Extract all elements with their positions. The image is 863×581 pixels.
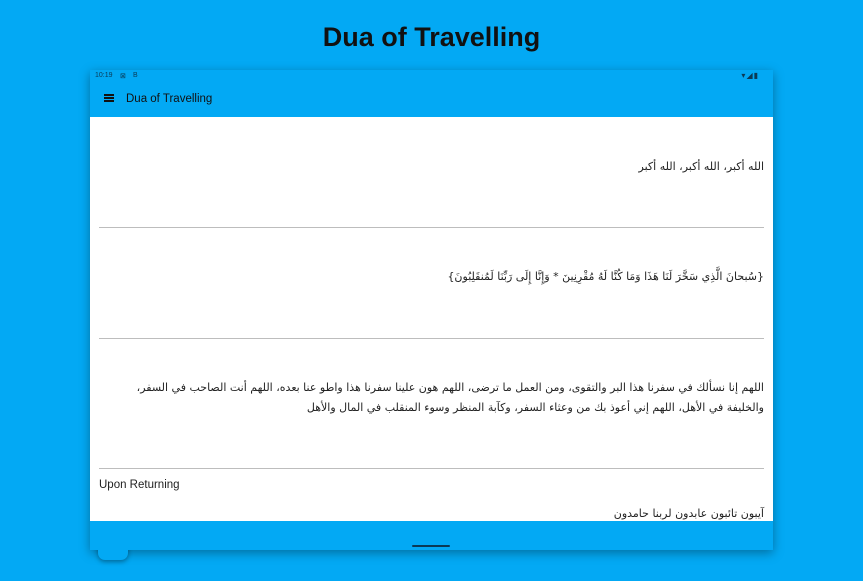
dua-text: الله أكبر، الله أكبر، الله أكبر — [638, 160, 764, 173]
notification-b-icon: B — [133, 72, 138, 79]
dua-text: {سُبحانَ الَّذِي سَخَّرَ لَنَا هَذَا وَمَا كُنَّا لَهُ مُقْرِنِينَ * وَإِنَّا إِلَى رَبِّنَا لَمُنقَلِبُونَ} — [447, 270, 764, 283]
status-time: 10:19 — [95, 72, 113, 79]
notification-icon: ⊠ — [120, 73, 126, 80]
app-bar-title: Dua of Travelling — [126, 93, 213, 105]
section-label-returning: Upon Returning — [99, 479, 180, 491]
page-heading: Dua of Travelling — [322, 22, 541, 52]
dua-card-1 — [99, 117, 764, 228]
dua-card-3 — [99, 339, 764, 469]
dua-text-partial: آيبون تائبون عابدون لربنا حامدون — [613, 507, 764, 520]
status-bar — [90, 70, 773, 83]
dua-card-2 — [99, 228, 764, 339]
dua-list[interactable] — [90, 117, 773, 521]
app-bar — [90, 83, 773, 117]
system-status-icons: ▾◢▮ — [741, 71, 759, 80]
hamburger-menu-icon[interactable] — [104, 94, 114, 102]
phone-screen — [90, 70, 773, 550]
navigation-bar — [90, 521, 773, 550]
gesture-handle[interactable] — [412, 545, 450, 547]
dua-text: اللهم إنا نسألك في سفرنا هذا البر والتقوى، ومن العمل ما ترضى، اللهم هون علينا سفرنا هذا واطو عنا بعده، اللهم أنت الصاحب في السفر، والخليفة في الأهل، اللهم إني أعوذ بك من وعثاء السفر، وكآبة المنظر وسوء المنقلب في المال والأهل — [136, 381, 764, 414]
